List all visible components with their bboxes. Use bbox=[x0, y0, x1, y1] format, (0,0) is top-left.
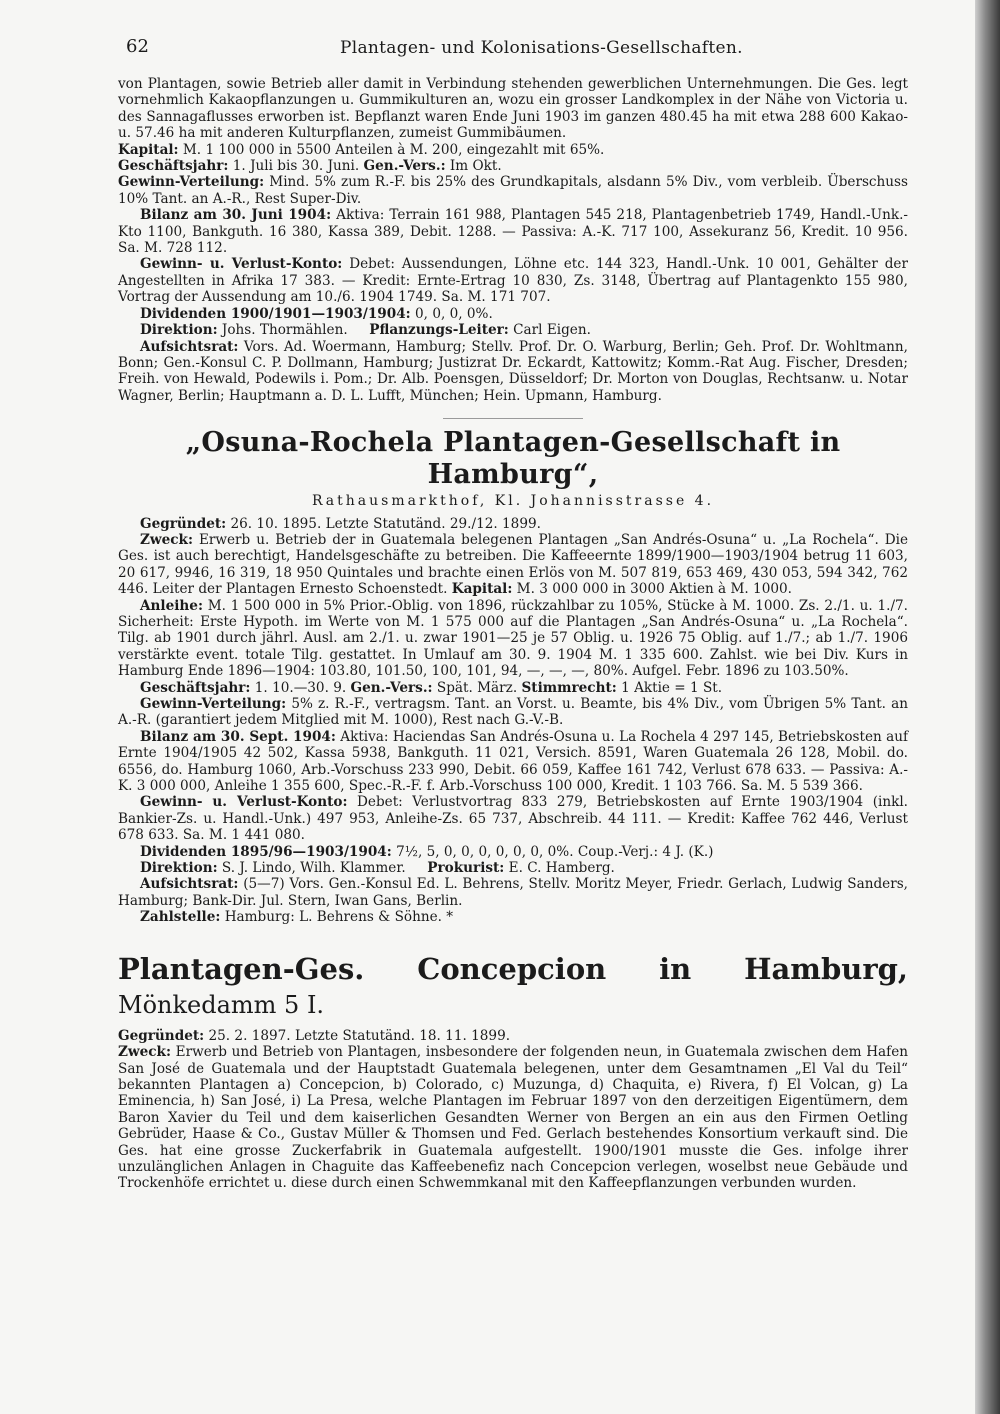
running-head: Plantagen- und Kolonisations-Gesellschaften. bbox=[340, 38, 743, 58]
pflanzungsleiter-label: Pflanzungs-Leiter: bbox=[369, 322, 509, 339]
guv-entry bbox=[118, 794, 908, 843]
geschaeftsjahr-value: 1. 10.—30. 9. bbox=[254, 679, 347, 696]
geschaeftsjahr-entry bbox=[118, 158, 908, 174]
zahlstelle-entry bbox=[118, 909, 908, 925]
kapital-label: Kapital: bbox=[118, 141, 179, 158]
zweck-label: Zweck: bbox=[118, 1044, 171, 1061]
stimmrecht-value: 1 Aktie = 1 St. bbox=[621, 679, 723, 696]
dividenden-label: Dividenden 1900/1901—1903/1904: bbox=[140, 305, 411, 322]
guv-value: Debet: Verlustvortrag 833 279, Betriebskosten auf Ernte 1903/1904 (inkl. Bankier-Zs. u. Handl.-Unk.) 497 953, Anleihe-Zs. 65 737, Abschreib. 44 111. — Kredit: Kaffee 762 446, Verlust 678 633. Sa. M. 1 441 080. bbox=[118, 794, 909, 844]
gegruendet-entry bbox=[118, 1028, 908, 1044]
gegruendet-label: Gegründet: bbox=[118, 1027, 205, 1044]
gewinn-entry bbox=[118, 174, 908, 207]
direktion-value: Johs. Thormählen. bbox=[221, 322, 348, 339]
page-number: 62 bbox=[126, 36, 149, 57]
prokurist-value: E. C. Hamberg. bbox=[508, 860, 615, 877]
bilanz-label: Bilanz am 30. Sept. 1904: bbox=[140, 728, 336, 745]
aufsichtsrat-label: Aufsichtsrat: bbox=[140, 338, 239, 355]
gegruendet-value: 26. 10. 1895. Letzte Statutänd. 29./12. 1899. bbox=[230, 515, 541, 532]
dividenden-value: 0, 0, 0, 0%. bbox=[415, 305, 493, 322]
dividenden-entry bbox=[118, 306, 908, 322]
section-divider bbox=[443, 418, 583, 419]
bilanz-entry bbox=[118, 729, 908, 795]
bilanz-entry bbox=[118, 207, 908, 256]
direktion-label: Direktion: bbox=[140, 860, 218, 877]
gewinn-entry bbox=[118, 696, 908, 729]
prokurist-label: Prokurist: bbox=[427, 860, 505, 877]
kapital-value: M. 1 100 000 in 5500 Anteilen à M. 200, eingezahlt mit 65%. bbox=[182, 141, 605, 158]
zweck-value: Erwerb und Betrieb von Plantagen, insbesondere der folgenden neun, in Guatemala zwischen dem Hafen San José de Guatemala und der Hauptstadt Guatemala belegenen, unter dem Gesamtnamen „El Val du Teil“ bekannten Plantagen a) Concepcion, b) Colorado, c) Muzunga, d) Chaquita, e) Rivera, f) El Volcan, g) La Eminencia, h) San José, i) La Presa, welche Plantagen im Februar 1897 von den derzeitigen Eigentümern, dem Baron Xavier du Teil und dem kaiserlichen Gesandten Werner von Bergen an ein aus den Firmen Oetling Gebrüder, Haase & Co., Gustav Müller & Thomsen und Fed. Gerlach bestehendes Konsortium verkauft sind. Die Ges. hat eine grosse Zuckerfabrik in Guatemala aufgestellt. 1900/1901 musste die Ges. infolge ihrer unzulänglichen Anlagen in Chaguite das Kaffeebenefiz nach Concepcion verlegen, woselbst neue Gebäude und Trockenhöfe errichtet u. diese durch einen Schwemmkanal mit den Kaffeepflanzungen verbunden wurden. bbox=[118, 1044, 908, 1192]
zweck-entry bbox=[118, 532, 908, 598]
page-header bbox=[120, 36, 920, 60]
pflanzungsleiter-value: Carl Eigen. bbox=[513, 322, 591, 339]
genvers-label: Gen.-Vers.: bbox=[363, 158, 446, 175]
geschaeftsjahr-entry bbox=[118, 680, 908, 696]
company-name-concepcion: Plantagen-Ges. Concepcion in Hamburg, bbox=[118, 951, 908, 986]
kapital-label: Kapital: bbox=[451, 581, 513, 598]
zahlstelle-label: Zahlstelle: bbox=[140, 909, 221, 926]
bilanz-value: Aktiva: Haciendas San Andrés-Osuna u. La Rochela 4 297 145, Betriebskosten auf Ernte 1904/1905 42 502, Kassa 5938, Bankguth. 11 021, Versich. 8591, Waren Guatemala 26 128, Mobil. do. 6556, do. Hamburg 1060, Arb.-Vorschuss 233 990, Debit. 66 059, Kaffee 161 742, Verlust 678 633. — Passiva: A.-K. 3 000 000, Anleihe 1 355 600, Spec.-R.-F. f. Arb.-Vorschuss 100 000, Kredit. 1 103 766. Sa. M. 5 539 366. bbox=[118, 728, 908, 795]
kapital-value: M. 3 000 000 in 3000 Aktien à M. 1000. bbox=[516, 581, 792, 598]
zweck-label: Zweck: bbox=[140, 531, 193, 548]
gewinn-value: Mind. 5% zum R.-F. bis 25% des Grundkapitals, alsdann 5% Div., vom verbleib. Überschuss 10% Tant. an A.-R., Rest Super-Div. bbox=[118, 174, 908, 207]
geschaeftsjahr-value: 1. Juli bis 30. Juni. bbox=[232, 158, 360, 175]
guv-value: Debet: Aussendungen, Löhne etc. 144 323, Handl.-Unk. 10 001, Gehälter der Angestellten in Afrika 17 383. — Kredit: Ernte-Ertrag 10 830, Zs. 3148, Übertrag auf Plantagenkto 155 980, Vortrag der Aussendung am 10./6. 1904 1749. Sa. M. 171 707. bbox=[118, 256, 908, 306]
direktion-entry bbox=[118, 322, 908, 338]
aufsichtsrat-value: (5—7) Vors. Gen.-Konsul Ed. L. Behrens, Stellv. Moritz Meyer, Friedr. Gerlach, Ludwig Sanders, Hamburg; Bank-Dir. Jul. Stern, Iwan Gans, Berlin. bbox=[118, 876, 908, 909]
direktion-label: Direktion: bbox=[140, 322, 218, 339]
bilanz-value: Aktiva: Terrain 161 988, Plantagen 545 218, Plantagenbetrieb 1749, Handl.-Unk.-Kto 1100, Bankguth. 16 380, Kassa 389, Debit. 1288. — Passiva: A.-K. 717 100, Assekuranz 56, Kredit. 10 956. Sa. M. 728 112. bbox=[118, 207, 908, 257]
zahlstelle-value: Hamburg: L. Behrens & Söhne. * bbox=[224, 909, 454, 926]
genvers-label: Gen.-Vers.: bbox=[350, 679, 433, 696]
guv-label: Gewinn- u. Verlust-Konto: bbox=[140, 794, 348, 811]
scan-edge-shadow bbox=[975, 0, 1000, 1414]
intro-paragraph: von Plantagen, sowie Betrieb aller damit in Verbindung stehenden gewerblichen Unternehmungen. Die Ges. legt vornehmlich Kakaopflanzungen u. Gummikulturen an, wozu ein grosser Landkomplex in der Nähe von Victoria u. des Sannagaflusses erworben ist. Bepflanzt waren Ende Juni 1903 im ganzen 480.45 ha mit etwa 288 600 Kakao- u. 57.46 ha mit anderen Kulturpflanzen, zumeist Gummibäumen. bbox=[118, 76, 908, 142]
anleihe-label: Anleihe: bbox=[140, 597, 203, 614]
genvers-value: Im Okt. bbox=[449, 158, 502, 175]
aufsichtsrat-value: Vors. Ad. Woermann, Hamburg; Stellv. Prof. Dr. O. Warburg, Berlin; Geh. Prof. Dr. Wohltmann, Bonn; Gen.-Konsul C. P. Dollmann, Hamburg; Justizrat Dr. Eckardt, Kattowitz; Komm.-Rat Aug. Fischer, Dresden; Freih. von Hewald, Podewils i. Pom.; Dr. Alb. Poensgen, Düsseldorf; Dr. Morton von Douglas, Rechtsanw. u. Notar Wagner, Berlin; Hauptmann a. D. L. Lufft, München; Hein. Upmann, Hamburg. bbox=[118, 338, 909, 404]
company-address-concepcion: Mönkedamm 5 I. bbox=[118, 990, 325, 1019]
company-title-concepcion bbox=[118, 952, 908, 1022]
zweck-value: Erwerb u. Betrieb der in Guatemala belegenen Plantagen „San Andrés-Osuna“ u. „La Rochela“. Die Ges. ist auch berechtigt, Handelsgeschäfte zu betreiben. Die Kaffeeernte 1899/1900—1903/1904 betrug 11 603, 20 617, 9946, 16 319, 18 950 Quintales und brachte einen Erlös von M. 507 819, 653 469, 430 053, 594 342, 762 446. Leiter der Plantagen Ernesto Schoenstedt. bbox=[118, 531, 908, 598]
company-address-osuna-rochela: Rathausmarkthof, Kl. Johannisstrasse 4. bbox=[311, 493, 715, 510]
page-content bbox=[118, 76, 908, 1192]
direktion-value: S. J. Lindo, Wilh. Klammer. bbox=[221, 860, 406, 877]
zweck-entry bbox=[118, 1044, 908, 1192]
anleihe-entry bbox=[118, 598, 908, 680]
dividenden-entry bbox=[118, 844, 908, 860]
aufsichtsrat-label: Aufsichtsrat: bbox=[140, 876, 239, 893]
gegruendet-label: Gegründet: bbox=[140, 515, 227, 532]
guv-label: Gewinn- u. Verlust-Konto: bbox=[140, 256, 343, 273]
gewinn-value: 5% z. R.-F., vertragsm. Tant. an Vorst. u. Beamte, bis 4% Div., vom Übrigen 5% Tant. an A.-R. (garantiert jedem Mitglied mit M. 1000), Rest nach G.-V.-B. bbox=[118, 696, 908, 729]
geschaeftsjahr-label: Geschäftsjahr: bbox=[140, 679, 251, 696]
gewinn-label: Gewinn-Verteilung: bbox=[140, 696, 287, 712]
dividenden-value: 7½, 5, 0, 0, 0, 0, 0, 0, 0%. Coup.-Verj.: 4 J. (K.) bbox=[396, 843, 714, 860]
kapital-entry bbox=[118, 142, 908, 158]
direktion-entry bbox=[118, 860, 908, 876]
anleihe-value: M. 1 500 000 in 5% Prior.-Oblig. von 1896, rückzahlbar zu 105%, Stücke à M. 1000. Zs. 2./1. u. 1./7. Sicherheit: Erste Hypoth. im Werte von M. 1 575 000 auf die Plantagen „San Andrés-Osuna“ u. „La Rochela“. Tilg. ab 1901 durch jährl. Ausl. am 2./1. u. zwar 1901—25 je 57 Oblig. u. 1926 75 Oblig. auf 1./7.; ab 1./7. 1906 verstärkte event. totale Tilg. gestattet. In Umlauf am 30. 9. 1904 M. 1 335 600. Zahlst. wie bei Div. Kurs in Hamburg Ende 1896—1904: 103.80, 101.50, 100, 101, 94, —, —, —, 80%. Aufgel. Febr. 1896 zu 103.50%. bbox=[118, 597, 908, 680]
aufsichtsrat-entry bbox=[118, 339, 908, 405]
guv-entry bbox=[118, 256, 908, 305]
genvers-value: Spät. März. bbox=[436, 679, 518, 696]
gegruendet-value: 25. 2. 1897. Letzte Statutänd. 18. 11. 1899. bbox=[208, 1027, 511, 1044]
company-title-osuna-rochela: „Osuna-Rochela Plantagen-Gesellschaft in Hamburg“, bbox=[185, 427, 841, 491]
geschaeftsjahr-label: Geschäftsjahr: bbox=[118, 158, 229, 175]
stimmrecht-label: Stimmrecht: bbox=[521, 679, 617, 696]
gewinn-label: Gewinn-Verteilung: bbox=[118, 174, 265, 191]
bilanz-label: Bilanz am 30. Juni 1904: bbox=[140, 207, 332, 224]
gegruendet-entry bbox=[118, 516, 908, 532]
aufsichtsrat-entry bbox=[118, 876, 908, 909]
dividenden-label: Dividenden 1895/96—1903/1904: bbox=[140, 843, 392, 860]
